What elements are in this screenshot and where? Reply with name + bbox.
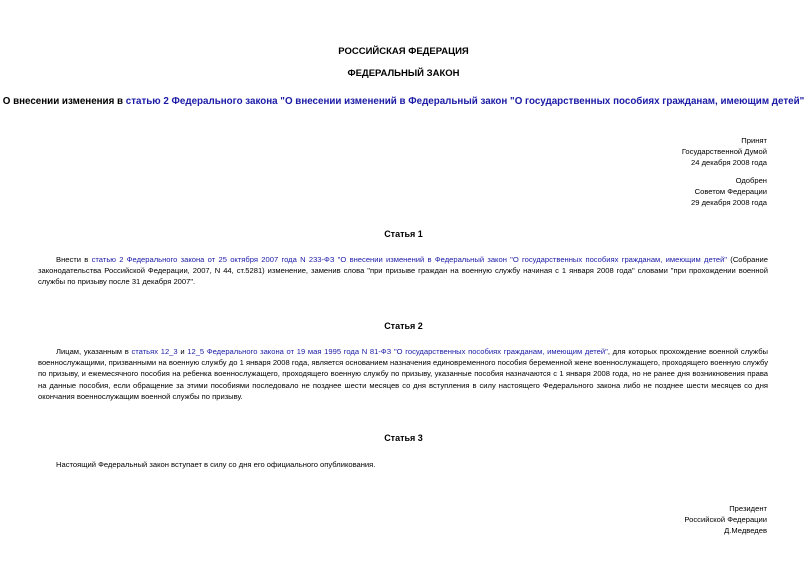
article-1-text-start: Внести в — [56, 255, 92, 264]
header-doc-type: ФЕДЕРАЛЬНЫЙ ЗАКОН — [347, 68, 460, 79]
approved-block — [691, 176, 767, 208]
document-title — [0, 96, 807, 107]
article-2-link-2[interactable]: 12_5 Федерального закона от 19 мая 1995 года N 81-ФЗ "О государственных пособиях гражданам, имеющим детей" — [187, 347, 608, 356]
article-3-text — [38, 459, 768, 470]
article-2-text-and: и — [177, 347, 188, 356]
adopted-line-2: Государственной Думой — [681, 146, 767, 156]
article-1-text — [38, 254, 768, 288]
approved-line-1: Одобрен — [735, 176, 767, 185]
article-2-text-start: Лицам, указанным в — [56, 347, 132, 356]
article-1-text-end: (Собрание законодательства Российской Федерации, 2007, N 44, ст.5281) изменение, заменив слова "при призыве граждан на военную службу начиная с 1 января 2008 года" словами "при прохождении военной службы по призыву после 31 декабря 2007". — [38, 255, 768, 287]
adopted-line-1: Принят — [741, 136, 767, 145]
article-1-link[interactable]: статью 2 Федерального закона от 25 октября 2007 года N 233-ФЗ "О внесении изменений в Федеральный закон "О государственных пособиях гражданам, имеющим детей" — [91, 255, 728, 264]
signature-block — [684, 504, 767, 536]
adopted-line-3: 24 декабря 2008 года — [691, 157, 767, 167]
approved-line-2: Советом Федерации — [694, 186, 767, 196]
article-3-text-body: Настоящий Федеральный закон вступает в силу со дня его официального опубликования. — [56, 460, 376, 469]
header-country: РОССИЙСКАЯ ФЕДЕРАЦИЯ — [338, 46, 469, 57]
article-2-text-end: , для которых прохождение военной службы военнослужащими, призванными на военную службу до 1 января 2008 года, является основанием назначения единовременного пособия беременной жене военнослужащего, проходящего военную службу по призыву, и ежемесячного пособия на ребенка военнослужащего, проходящего военную службу по призыву, указанные пособия назначаются с 1 января 2008 года, но не ранее дня возникновения права на данные пособия, если обращение за этими пособиями последовало не позднее шести месяцев со дня вступления в силу настоящего Федерального закона либо не позднее шести месяцев со дня окончания военнослужащим военной службы по призыву. — [38, 347, 769, 401]
signature-line-3: Д.Медведев — [724, 525, 767, 535]
article-3-heading: Статья 3 — [384, 433, 423, 443]
article-2-heading: Статья 2 — [384, 321, 423, 331]
title-link[interactable]: статью 2 Федерального закона "О внесении изменений в Федеральный закон "О государственных пособиях гражданам, имеющим детей" — [125, 96, 805, 107]
article-1-heading: Статья 1 — [384, 229, 423, 239]
adopted-block — [682, 136, 767, 168]
article-2-text — [38, 346, 768, 402]
signature-line-2: Российской Федерации — [684, 514, 767, 524]
signature-line-1: Президент — [729, 504, 767, 513]
title-prefix: О внесении изменения в — [2, 96, 126, 107]
article-2-link-1[interactable]: статьях 12_3 — [131, 347, 178, 356]
approved-line-3: 29 декабря 2008 года — [691, 197, 767, 207]
